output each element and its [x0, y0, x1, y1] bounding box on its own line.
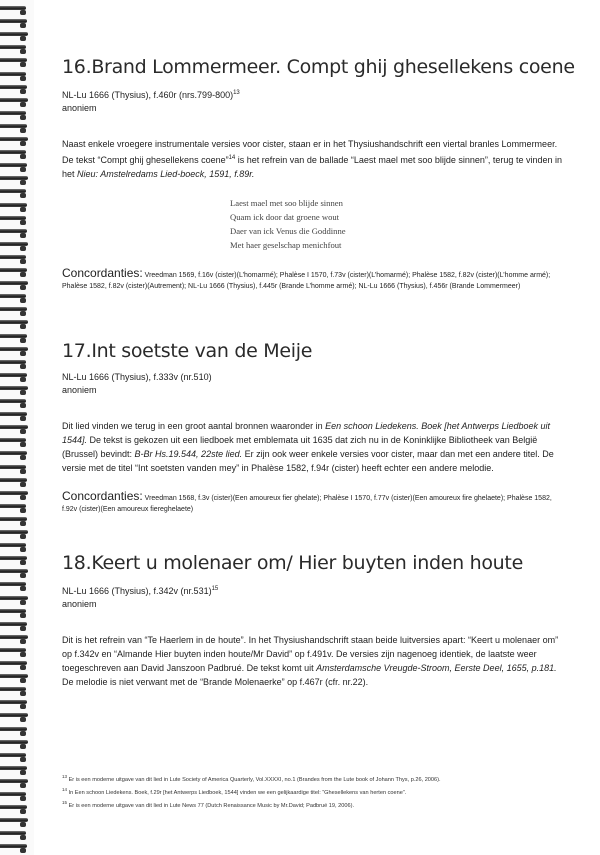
binding-hole: [20, 835, 26, 840]
binding-hole: [20, 207, 26, 212]
binding-hole: [20, 652, 26, 657]
binding-hole: [20, 573, 26, 578]
binding-coil: [0, 596, 28, 600]
source-ref: NL-Lu 1666 (Thysius), f.342v (nr.531): [62, 586, 212, 596]
binding-hole: [20, 364, 26, 369]
binding-hole: [20, 560, 26, 565]
section-body: [62, 633, 562, 689]
body-citation: Een schoon Liedekens. Boek [het Antwerps Liedboek uit 1544].: [62, 421, 550, 445]
binding-hole: [20, 665, 26, 670]
binding-hole: [20, 691, 26, 696]
binding-coil: [0, 727, 27, 731]
footnote: [62, 785, 562, 798]
binding-hole: [20, 338, 26, 343]
binding-hole: [20, 390, 26, 395]
binding-hole: [20, 351, 26, 356]
binding-hole: [20, 167, 26, 172]
binding-hole: [20, 193, 26, 198]
binding-hole: [20, 10, 26, 15]
footnote-ref: 14: [228, 155, 236, 161]
concordances-label: Concordanties:: [62, 489, 143, 503]
section-18: [62, 552, 562, 689]
section-heading: 18.Keert u molenaer om/ Hier buyten inden houte: [62, 552, 523, 574]
section-16: [62, 56, 575, 292]
binding-coil: [0, 334, 27, 338]
binding-hole: [20, 482, 26, 487]
footnote-ref: 13: [233, 90, 240, 96]
binding-hole: [20, 455, 26, 460]
binding-hole: [20, 62, 26, 67]
binding-hole: [20, 731, 26, 736]
binding-hole: [20, 521, 26, 526]
body-citation: Nieu: Amstelredams Lied-boeck, 1591, f.89r.: [77, 169, 255, 179]
section-meta: [62, 87, 562, 115]
binding-hole: [20, 285, 26, 290]
source-ref: NL-Lu 1666 (Thysius), f.460r (nrs.799-800): [62, 90, 234, 100]
body-text: De melodie is niet verwant met de “Brande Molenaerke” op f.467r (cfr. nr.22).: [62, 677, 369, 687]
spiral-binding: [0, 0, 34, 855]
footnote-number: 14: [62, 786, 68, 792]
binding-hole: [20, 822, 26, 827]
binding-hole: [20, 508, 26, 513]
section-meta: [62, 371, 562, 397]
binding-hole: [20, 469, 26, 474]
section-heading: 16.Brand Lommermeer. Compt ghij ghesellekens coene: [62, 56, 575, 78]
binding-hole: [20, 128, 26, 133]
footnote-ref: 15: [211, 586, 219, 592]
poem-line: Met haer geselschap menichfout: [230, 240, 342, 250]
binding-coil: [0, 478, 27, 482]
section-heading: 17.Int soetste van de Meije: [62, 340, 313, 362]
binding-hole: [20, 796, 26, 801]
binding-hole: [20, 246, 26, 251]
body-text: Dit is het refrein van “Te Haerlem in de houte”. In het Thysiushandschrift staan beide luitversies apart: “Keert u molenaer om” op f.342v en “Almande Hier buyten inden houte/Mr David” op f.491v. De versies zijn nagenoeg identiek, de laatste weer toegeschreven aan David Janszoon Padbrué. De tekst komt uit: [62, 635, 559, 673]
body-text: is het refrein van de ballade “Laest mael met soo blijde sinnen”, terug te vinden in het: [62, 155, 562, 179]
binding-coil: [0, 609, 26, 613]
body-text: Dit lied vinden we terug in een groot aantal bronnen waaronder in: [62, 421, 326, 431]
poem-line: Laest mael met soo blijde sinnen: [230, 198, 343, 208]
binding-hole: [20, 757, 26, 762]
binding-hole: [20, 298, 26, 303]
poem-line: Quam ick door dat groene wout: [230, 212, 340, 222]
binding-hole: [20, 416, 26, 421]
binding-coil: [0, 203, 27, 207]
body-text: Er zijn ook weer enkele versies voor cister, maar dan met een andere titel. De versie met de titel “Int soetsten vanden mey” in Phalèse 1582, f.94r (cister) heeft echter een andere melodie.: [62, 449, 554, 473]
binding-hole: [20, 547, 26, 552]
source-ref: NL-Lu 1666 (Thysius), f.333v (nr.510): [62, 372, 212, 382]
binding-coil: [0, 740, 28, 744]
binding-coil: [0, 216, 26, 220]
binding-hole: [20, 783, 26, 788]
concordances: [62, 268, 562, 292]
section-17: [62, 340, 562, 515]
footnote: [62, 798, 562, 811]
binding-hole: [20, 76, 26, 81]
author: anoniem: [62, 103, 97, 113]
binding-hole: [20, 311, 26, 316]
section-body: [62, 419, 562, 475]
footnote-text: Er is een moderne uitgave van dit lied in Lute Society of America Quarterly, Vol.XXXXI, no.1 (Brandes from the Lute book of Johann Thys, p.26, 2006).: [67, 776, 441, 783]
binding-hole: [20, 141, 26, 146]
binding-hole: [20, 259, 26, 264]
binding-hole: [20, 717, 26, 722]
author: anoniem: [62, 385, 97, 395]
binding-coil: [0, 72, 26, 76]
binding-hole: [20, 180, 26, 185]
binding-hole: [20, 639, 26, 644]
binding-coil: [0, 85, 27, 89]
binding-hole: [20, 429, 26, 434]
binding-hole: [20, 600, 26, 605]
binding-hole: [20, 809, 26, 814]
binding-hole: [20, 495, 26, 500]
footnote-text: In Een schoon Liedekens. Boek, f.29r [het Antwerps Liedboek, 1544] vinden we een gelijkaardige titel: “Ghesellekens van herten coene”.: [67, 789, 407, 796]
binding-hole: [20, 36, 26, 41]
footnote-number: 13: [62, 774, 68, 779]
binding-hole: [20, 233, 26, 238]
body-citation: Amsterdamsche Vreugde-Stroom, Eerste Deel, 1655, p.181.: [316, 663, 557, 673]
binding-hole: [20, 220, 26, 225]
section-body: [62, 137, 562, 181]
binding-hole: [20, 626, 26, 631]
body-citation: B-Br Hs.19.544, 22ste lied.: [134, 449, 243, 459]
section-meta: [62, 583, 562, 611]
binding-hole: [20, 704, 26, 709]
binding-hole: [20, 49, 26, 54]
footnote-text: Er is een moderne uitgave van dit lied in Lute News 77 (Dutch Renaissance Music by Mr.David; Padbrué 19, 2006).: [67, 802, 355, 809]
binding-hole: [20, 770, 26, 775]
body-text: Naast enkele vroegere instrumentale versies voor cister, staan er in het Thysiushandschrift een viertal branles Lommermeer. De tekst “Compt ghij ghesellekens coene”: [62, 139, 558, 165]
binding-coil: [0, 347, 28, 351]
binding-coil: [0, 465, 26, 469]
binding-hole: [20, 678, 26, 683]
binding-hole: [20, 534, 26, 539]
binding-hole: [20, 102, 26, 107]
binding-hole: [20, 272, 26, 277]
binding-hole: [20, 324, 26, 329]
poem-quote: [230, 196, 562, 252]
binding-hole: [20, 377, 26, 382]
binding-hole: [20, 442, 26, 447]
binding-hole: [20, 586, 26, 591]
author: anoniem: [62, 599, 97, 609]
binding-hole: [20, 403, 26, 408]
footnote-number: 15: [62, 799, 68, 805]
binding-hole: [20, 89, 26, 94]
binding-hole: [20, 23, 26, 28]
concordances-text: Vreedman 1569, f.16v (cister)(L’homarmé); Phalèse I 1570, f.73v (cister)(L’homarmé); Phalèse 1582, f.82v (cister)(L’homme armé); Phalèse 1582, f.82v (cister)(Autrement); NL-Lu 1666 (Thysius), f.445r (Brande L’homme armé); NL-Lu 1666 (Thysius), f.456r (Brande Lommermeer): [62, 272, 551, 290]
concordances-text: Vreedman 1568, f.3v (cister)(Een amoureux fier ghelate); Phalèse I 1570, f.77v (cister)(Een amoureux fire ghelaete); Phalèse 1582, f.92v (cister)(Een amoureux fiereghelaete): [62, 495, 552, 513]
concordances-label: Concordanties:: [62, 266, 143, 280]
binding-hole: [20, 154, 26, 159]
binding-hole: [20, 848, 26, 853]
footnotes: [62, 772, 562, 811]
footnote: [62, 772, 562, 785]
concordances: [62, 491, 562, 515]
poem-line: Daer van ick Venus die Goddinne: [230, 226, 346, 236]
binding-hole: [20, 613, 26, 618]
body-text: De tekst is gekozen uit een liedboek met emblemata uit 1635 dat zich nu in de Koninklijke Bibliotheek van België (Brussel) bevindt:: [62, 435, 538, 459]
binding-hole: [20, 744, 26, 749]
binding-hole: [20, 115, 26, 120]
